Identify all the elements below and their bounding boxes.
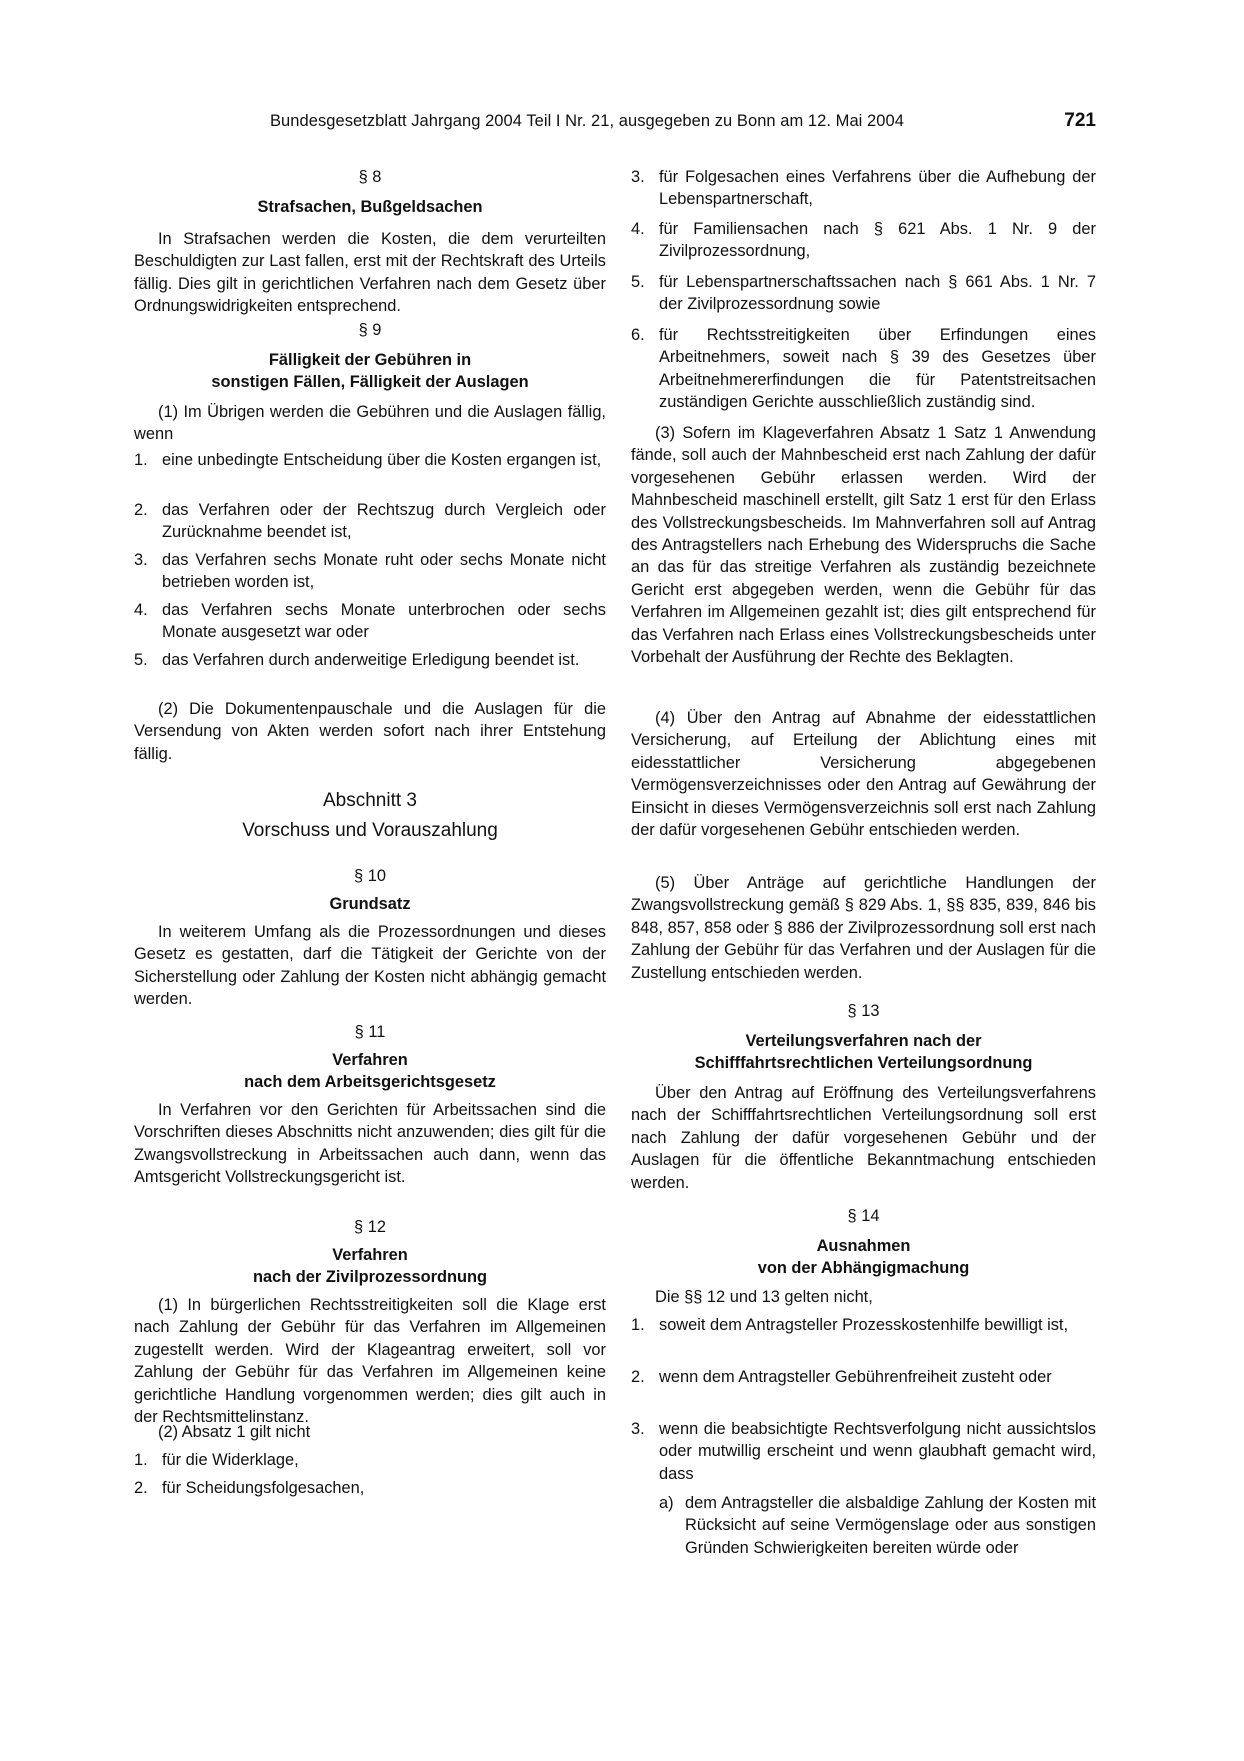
section-13-title-line-1: Verteilungsverfahren nach der — [745, 1032, 982, 1050]
section-8-title: Strafsachen, Bußgeldsachen — [257, 198, 483, 216]
section-14-title-line-1: Ausnahmen — [816, 1237, 911, 1255]
list-item: 3. das Verfahren sechs Monate ruht oder sechs Monate nicht betrieben worden ist, — [134, 551, 606, 592]
list-item: 1. soweit dem Antragsteller Prozesskostenhilfe bewilligt ist, — [631, 1316, 1069, 1334]
list-item: 2. wenn dem Antragsteller Gebührenfreiheit zusteht oder — [631, 1368, 1052, 1386]
page-number: 721 — [1064, 110, 1096, 131]
section-12-paragraph-1: (1) In bürgerlichen Rechtsstreitigkeiten soll die Klage erst nach Zahlung der Gebühr für das Verfahren im Allgemeinen zugestellt werden. Wird der Klageantrag erweitert, soll vor Zahlung der Gebühr für das Verfahren im Allgemeinen keine gerichtliche Handlung vorgenommen werden; dies gilt auch in der Rechtsmittelinstanz. — [134, 1296, 606, 1427]
section-11-number: § 11 — [354, 1023, 386, 1041]
section-10-title: Grundsatz — [329, 895, 411, 913]
section-13-number: § 13 — [847, 1002, 880, 1020]
section-14-title-line-2: von der Abhängigmachung — [757, 1259, 970, 1277]
section-12-paragraph-5: (5) Über Anträge auf gerichtliche Handlungen der Zwangsvollstreckung gemäß § 829 Abs. 1, §§ 835, 839, 846 bis 848, 857, 858 oder § 886 der Zivilprozessordnung soll erst nach Zahlung der Gebühr für das Verfahren und der Auslagen für die Zustellung entschieden werden. — [631, 874, 1096, 982]
sub-list-item: a) dem Antragsteller die alsbaldige Zahlung der Kosten mit Rücksicht auf seine Vermögenslage oder aus sonstigen Gründen Schwierigkeiten bereiten würde oder — [659, 1494, 1096, 1557]
list-item: 2. das Verfahren oder der Rechtszug durch Vergleich oder Zurücknahme beendet ist, — [134, 501, 606, 542]
list-item: 1. eine unbedingte Entscheidung über die Kosten ergangen ist, — [134, 451, 602, 469]
running-title: Bundesgesetzblatt Jahrgang 2004 Teil I Nr. 21, ausgegeben zu Bonn am 12. Mai 2004 — [270, 112, 904, 130]
section-14-paragraph: Die §§ 12 und 13 gelten nicht, — [655, 1288, 873, 1306]
list-item: 3. wenn die beabsichtigte Rechtsverfolgung nicht aussichtslos oder mutwillig erscheint und wenn glaubhaft gemacht wird, dass — [631, 1420, 1096, 1483]
section-11-title-line-2: nach dem Arbeitsgerichtsgesetz — [244, 1073, 496, 1091]
section-8-number: § 8 — [358, 168, 382, 186]
list-item: 6. für Rechtsstreitigkeiten über Erfindungen eines Arbeitnehmers, soweit nach § 39 des Gesetzes über Arbeitnehmererfindungen die für Patentstreitsachen zuständigen Gerichte ausschließlich zuständig sind. — [631, 326, 1096, 412]
section-12-paragraph-4: (4) Über den Antrag auf Abnahme der eidesstattlichen Versicherung, auf Erteilung der Ablichtung eines mit eidesstattlicher Versicherung abgegebenen Vermögensverzeichnisses oder den Antrag auf Gewährung der Einsicht in dieses Vermögensverzeichnis soll erst nach Zahlung der dafür vorgesehenen Gebühr entschieden werden. — [631, 709, 1096, 840]
abschnitt-label: Abschnitt 3 — [323, 790, 417, 811]
abschnitt-title: Vorschuss und Vorauszahlung — [242, 820, 498, 841]
section-11-title-line-1: Verfahren — [332, 1051, 408, 1069]
section-14-number: § 14 — [847, 1207, 880, 1225]
section-12-title-line-1: Verfahren — [332, 1246, 408, 1264]
section-9-number: § 9 — [358, 321, 382, 339]
section-10-number: § 10 — [354, 867, 386, 885]
list-item: 2. für Scheidungsfolgesachen, — [134, 1479, 365, 1497]
section-12-paragraph-3: (3) Sofern im Klageverfahren Absatz 1 Satz 1 Anwendung fände, soll auch der Mahnbescheid erst nach Zahlung der dafür vorgesehenen Gebühr erlassen werden. Wird der Mahnbescheid maschinell erstellt, gilt Satz 1 erst für den Erlass des Vollstreckungsbescheids. Im Mahnverfahren soll auf Antrag des Antragstellers nach Erhebung des Widerspruchs die Sache an das für das streitige Verfahren als zuständig bezeichnete Gericht erst abgegeben werden, wenn die Gebühr für das Verfahren im Allgemeinen gezahlt ist; dies gilt entsprechend für das Verfahren nach Erlass eines Vollstreckungsbescheids unter Vorbehalt der Ausführung der Rechte des Beklagten. — [631, 424, 1096, 667]
section-9-title-line-1: Fälligkeit der Gebühren in — [268, 351, 472, 369]
section-9-title-line-2: sonstigen Fällen, Fälligkeit der Auslagen — [211, 373, 529, 391]
section-8-paragraph: In Strafsachen werden die Kosten, die dem verurteilten Beschuldigten zur Last fallen, erst mit der Rechtskraft des Urteils fällig. Dies gilt in gerichtlichen Verfahren nach dem Gesetz über Ordnungswidrigkeiten entsprechend. — [134, 230, 606, 316]
list-item: 3. für Folgesachen eines Verfahrens über die Aufhebung der Lebenspartnerschaft, — [631, 168, 1096, 209]
section-13-title-line-2: Schifffahrtsrechtlichen Verteilungsordnung — [694, 1054, 1033, 1072]
section-12-paragraph-2: (2) Absatz 1 gilt nicht — [158, 1423, 311, 1441]
list-item: 5. für Lebenspartnerschaftssachen nach § 661 Abs. 1 Nr. 7 der Zivilprozessordnung sowie — [631, 273, 1096, 314]
list-item: 5. das Verfahren durch anderweitige Erledigung beendet ist. — [134, 651, 580, 669]
section-12-number: § 12 — [354, 1218, 386, 1236]
section-9-paragraph-1: (1) Im Übrigen werden die Gebühren und die Auslagen fällig, wenn — [134, 403, 606, 444]
page-header — [134, 102, 1096, 132]
section-12-title-line-2: nach der Zivilprozessordnung — [252, 1268, 488, 1286]
section-10-paragraph: In weiterem Umfang als die Prozessordnungen und dieses Gesetz es gestatten, darf die Tätigkeit der Gerichte von der Sicherstellung oder Zahlung der Kosten nicht abhängig gemacht werden. — [134, 923, 606, 1009]
list-item: 1. für die Widerklage, — [134, 1451, 299, 1469]
section-13-paragraph: Über den Antrag auf Eröffnung des Verteilungsverfahrens nach der Schifffahrtsrechtlichen Verteilungsordnung soll erst nach Zahlung der dafür vorgesehenen Gebühr und der Auslagen für die öffentliche Bekanntmachung entschieden werden. — [631, 1084, 1096, 1192]
section-9-paragraph-2: (2) Die Dokumentenpauschale und die Auslagen für die Versendung von Akten werden sofort nach ihrer Entstehung fällig. — [134, 700, 606, 763]
list-item: 4. für Familiensachen nach § 621 Abs. 1 Nr. 9 der Zivilprozessordnung, — [631, 220, 1096, 261]
section-11-paragraph: In Verfahren vor den Gerichten für Arbeitssachen sind die Vorschriften dieses Abschnitts nicht anzuwenden; dies gilt für die Zwangsvollstreckung in Arbeitssachen auch dann, wenn das Amtsgericht Vollstreckungsgericht ist. — [134, 1101, 606, 1187]
list-item: 4. das Verfahren sechs Monate unterbrochen oder sechs Monate ausgesetzt war oder — [134, 601, 606, 642]
